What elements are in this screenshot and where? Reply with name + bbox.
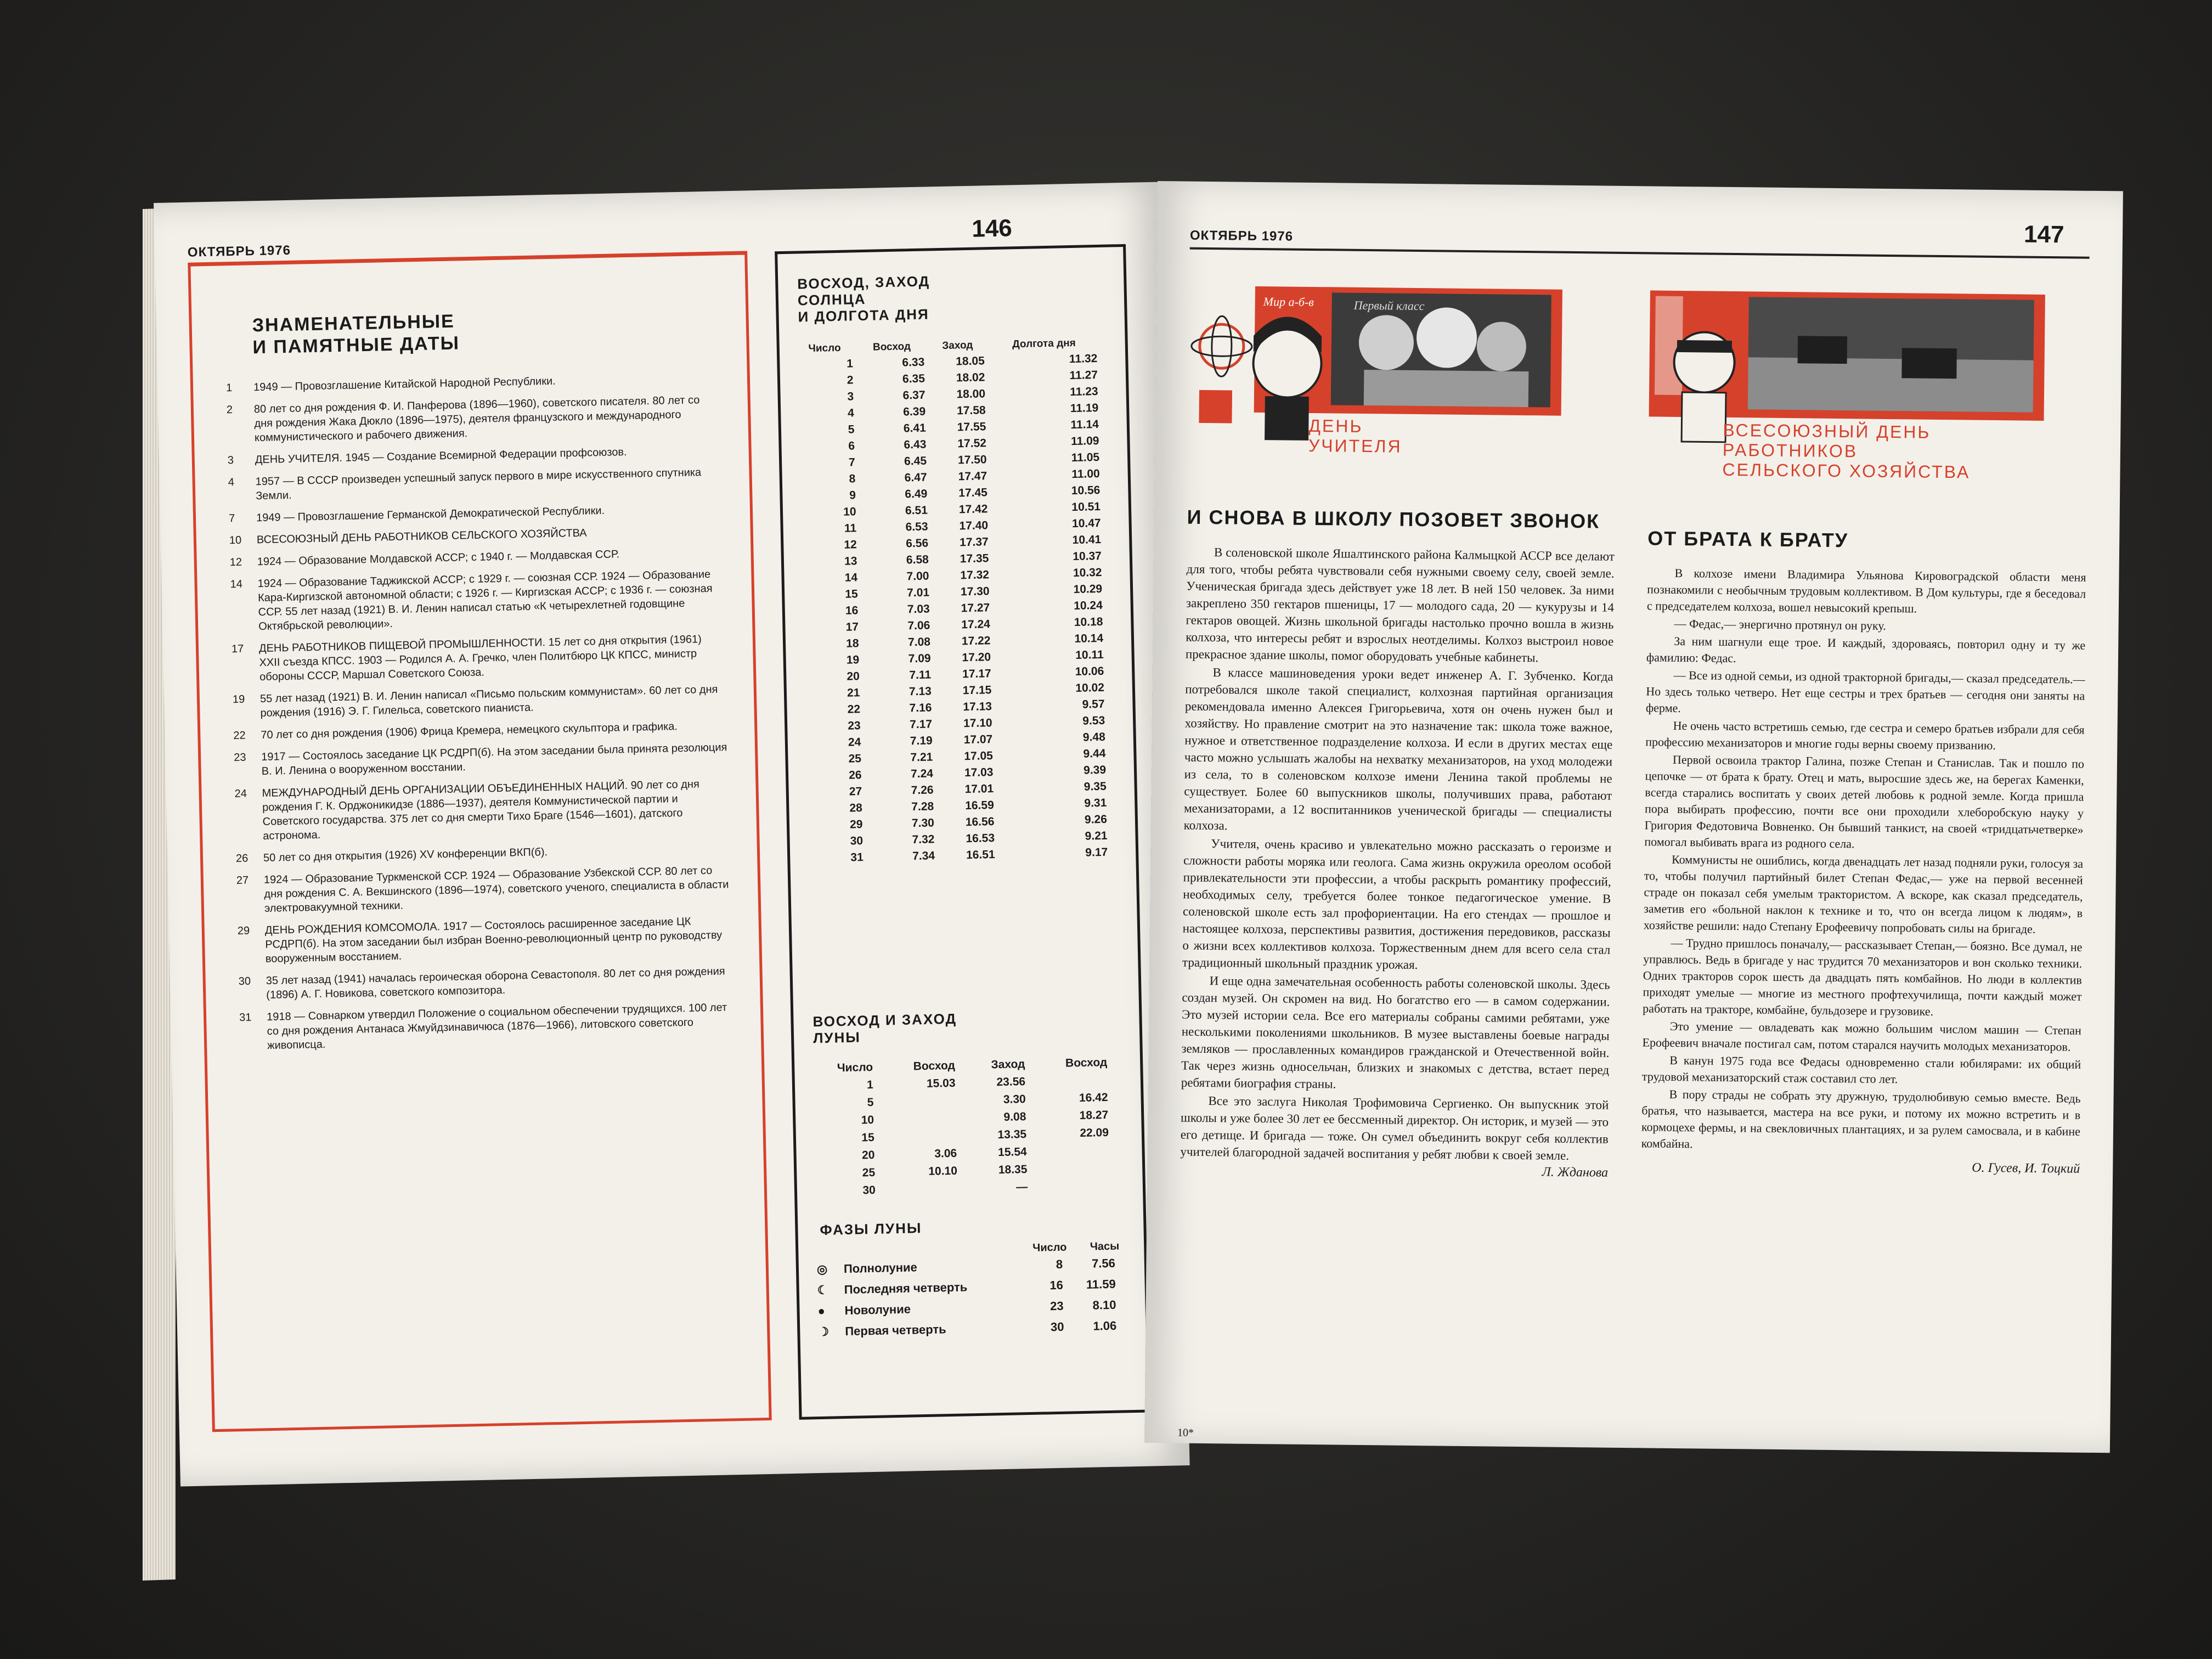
teachers-day-line2: УЧИТЕЛЯ — [1308, 435, 1402, 456]
sun-table-cell: 10.29 — [1073, 582, 1103, 596]
sun-table-cell: 1 — [846, 357, 854, 370]
sun-table-cell: 24 — [848, 736, 861, 749]
moon-phase-icon: ◎ — [816, 1262, 828, 1277]
sun-table-cell: 17.22 — [961, 634, 991, 648]
moon-table-cell: 5 — [867, 1096, 874, 1109]
sun-table-cell: 17.20 — [962, 651, 991, 664]
sun-table-cell: 17.50 — [957, 453, 987, 467]
moon-table-cell: 9.08 — [1003, 1110, 1026, 1124]
sun-table-cell: 17.40 — [959, 519, 989, 533]
sun-table-cell: 17.01 — [964, 782, 994, 796]
sun-table-cell: 2 — [847, 374, 854, 387]
event-day: 29 — [237, 924, 250, 938]
moon-table — [805, 1054, 1115, 1201]
sun-table-cell: 7.06 — [907, 619, 930, 633]
article-brothers-title: ОТ БРАТА К БРАТУ — [1647, 527, 1849, 552]
event-day: 4 — [228, 476, 235, 489]
sun-table-cell: 13 — [844, 555, 857, 568]
moon-title-line2: ЛУНЫ — [812, 1029, 861, 1047]
moon-table-cell: 15.03 — [926, 1076, 956, 1090]
sun-table-cell: 9 — [849, 489, 856, 502]
left-page-number: 146 — [971, 215, 1013, 242]
sun-table-cell: 17.42 — [958, 503, 988, 516]
sun-table-cell: 17.35 — [960, 552, 989, 566]
moon-phase-time: 1.06 — [1093, 1318, 1117, 1333]
event-day: 3 — [227, 454, 234, 467]
sun-table-cell: 11.05 — [1071, 450, 1100, 465]
moon-header-cell: Заход — [991, 1058, 1025, 1071]
sun-table-cell: 10.56 — [1071, 483, 1101, 498]
sun-table-cell: 10.51 — [1071, 500, 1101, 514]
moon-table-cell — [1033, 1177, 1115, 1196]
right-page-month: ОКТЯБРЬ 1976 — [1189, 228, 1294, 244]
article-paragraph: И еще одна замечательная особенность работы соленовской школы. Здесь создан музей. Он скромен на вид. Но богатство его — в самом содержании. Это музей истории села. Все его материалы собраны самими ребятами, уже несколькими поколениями школьников. В музее выставлены боевые награды земляков — прославленных командиров гражданской и Отечественной войн. Так через жизнь односельчан, близких и знакомых с детства, встает перед ребятами биография страны. — [1181, 974, 1610, 1091]
sun-table-cell: 9.17 — [1085, 845, 1108, 859]
page-footnote: 10* — [1177, 1426, 1194, 1439]
sun-table-cell: 17.47 — [958, 470, 988, 483]
event-day: 23 — [233, 751, 246, 764]
sun-table-cell: 6.49 — [905, 487, 928, 501]
event-item — [229, 545, 723, 569]
article-paragraph: Коммунисты не ошиблись, когда двенадцать лет назад подняли руки, голосуя за то, чтобы получил партийный билет Степан Федас,— уже на первой весенней страде он показал себя умелым трактористом. А вскоре, как сказал председатель, заметив его «больной наклон к технике и то, что он всегда лицом к людям», в хозяйстве решили: надо Степану Ерофеевичу попробовать силы на бригаде. — [1643, 852, 2084, 936]
moon-phase-icon: ☽ — [818, 1324, 830, 1339]
article-paragraph: В колхозе имени Владимира Ульянова Кировоградской области меня познакомили с необычным трудовым коллективом. В Дом культуры, где я беседовал с председателем колхоза, вошел невысокий крепыш. — [1646, 566, 2086, 616]
sun-table-cell: 11.32 — [1069, 352, 1098, 366]
sun-table-cell: 7.26 — [911, 783, 934, 797]
astronomy-box — [775, 244, 1150, 1420]
sun-table-cell: 10.02 — [1075, 681, 1105, 695]
sun-table-cell: 9.53 — [1082, 714, 1105, 727]
sun-table-cell: 17.52 — [957, 437, 987, 450]
event-item — [229, 523, 723, 548]
moon-phases-table — [812, 1240, 1121, 1343]
sun-table-cell: 6.53 — [905, 520, 928, 534]
article-brothers-signature: О. Гусев, И. Тоцкий — [1972, 1160, 2080, 1176]
moon-table-cell: 10.10 — [928, 1164, 958, 1178]
moon-table-cell: 1 — [866, 1078, 874, 1092]
event-day: 30 — [238, 975, 251, 988]
sun-table-cell: 18 — [845, 637, 859, 650]
sun-table-cell: 10.14 — [1074, 631, 1104, 646]
moon-table-cell — [879, 1127, 962, 1147]
sun-header-cell: Долгота дня — [1012, 337, 1076, 351]
sun-table-cell: 10.18 — [1074, 615, 1103, 629]
sun-table-cell: 14 — [844, 571, 858, 584]
sun-table-cell: 20 — [847, 670, 860, 683]
sun-table-cell: 6.33 — [902, 356, 925, 369]
sun-table-cell: 6.56 — [906, 537, 929, 550]
article-school-body — [1180, 544, 1615, 1165]
event-item — [232, 631, 726, 685]
moon-phase-day: 23 — [1049, 1299, 1064, 1313]
sun-table-cell: 16.56 — [965, 815, 995, 829]
sun-table-cell: 10.37 — [1073, 549, 1102, 563]
sun-table-cell: 6.51 — [905, 504, 928, 517]
teachers-day-line1: ДЕНЬ — [1308, 415, 1363, 436]
moon-table-cell — [1032, 1142, 1114, 1161]
moon-table-cell: 18.35 — [998, 1163, 1028, 1177]
sun-table-cell: 7.17 — [909, 718, 933, 731]
sun-table-cell: 7.00 — [906, 569, 929, 583]
sun-table-cell: 17.15 — [962, 684, 992, 697]
article-paragraph: За ним шагнули еще трое. И каждый, здороваясь, повторил одну и ту же фамилию: Федас. — [1646, 634, 2086, 665]
moon-header-cell: Число — [837, 1060, 873, 1075]
sun-table-cell: 11.23 — [1069, 385, 1098, 399]
sun-table-cell: 25 — [848, 752, 862, 765]
article-school-title: И СНОВА В ШКОЛУ ПОЗОВЕТ ЗВОНОК — [1187, 505, 1600, 533]
sun-table-cell: 18.00 — [956, 387, 986, 401]
sun-table-cell: 11.19 — [1070, 402, 1099, 415]
event-item — [230, 567, 725, 634]
event-text: 35 лет назад (1941) началась героическая оборона Севастополя. 80 лет со дня рождения (1896) А. Г. Новикова, советского композитора. — [266, 965, 725, 1002]
board-text-2: Первый класс — [1353, 298, 1425, 313]
event-item — [234, 776, 729, 844]
phase-header-time: Часы — [1090, 1240, 1120, 1253]
article-school-signature: Л. Жданова — [1542, 1165, 1609, 1180]
moon-table-cell: 16.42 — [1079, 1091, 1108, 1105]
article-paragraph: Первой освоила трактор Галина, позже Степан и Станислав. Так и пошло по цепочке — от брата к брату. Отец и мать, выросшие здесь же, на берегах Каменки, всегда старались воспитать у своих детей любовь к родной земле. Когда пришла пора выбирать профессию, почти все они проходили хлеборобскую науку у Григория Федотовича Вовненко. Он бывший танкист, на своей «тридцатьчетверке» помогал выбивать врага из родного села. — [1644, 752, 2085, 851]
sun-table-cell: 8 — [849, 472, 856, 486]
sun-table-cell: 7.03 — [907, 602, 930, 616]
sun-title — [797, 273, 931, 325]
sun-table-cell: 11.00 — [1071, 467, 1100, 481]
article-brothers — [1641, 526, 2086, 1176]
sun-table-cell: 17.07 — [963, 733, 993, 747]
sun-table-cell: 31 — [850, 851, 864, 864]
sun-table-cell: 9.57 — [1082, 697, 1105, 711]
event-text: 50 лет со дня открытия (1926) XV конференции ВКП(б). — [263, 846, 548, 865]
sun-table-cell: 9.48 — [1082, 730, 1106, 744]
sun-table-cell: 7.19 — [910, 734, 933, 748]
sun-table-cell: 17.17 — [962, 667, 991, 681]
event-day: 24 — [234, 787, 247, 800]
sun-table-cell: 7.01 — [906, 586, 930, 600]
event-text: 1917 — Состоялось заседание ЦК РСДРП(б). На этом заседании была принята резолюция В. И. Ленина о вооруженном восстании. — [261, 741, 727, 778]
sun-table-cell: 6.39 — [903, 405, 926, 419]
moon-table-cell: — — [1015, 1181, 1028, 1194]
event-item — [228, 465, 722, 504]
event-item — [238, 913, 732, 967]
memorable-dates-box — [188, 252, 771, 1432]
moon-phase-name: Первая четверть — [845, 1322, 946, 1339]
event-text: 80 лет со дня рождения Ф. И. Панферова (1896—1960), советского писателя. 80 лет со дня рождения Жака Дюкло (1896—1975), деятеля французского и международного коммунистического и рабочего движения. — [253, 394, 700, 444]
event-text: 1949 — Провозглашение Германской Демократической Республики. — [256, 504, 605, 524]
moon-table-cell: 3.06 — [934, 1147, 957, 1160]
sun-table-cell: 27 — [849, 785, 862, 798]
sun-header-cell: Заход — [942, 339, 973, 352]
sun-title-line3: И ДОЛГОТА ДНЯ — [798, 306, 929, 325]
memorable-dates-title-line1: ЗНАМЕНАТЕЛЬНЫЕ — [252, 311, 455, 336]
agriculture-day-line1: ВСЕСОЮЗНЫЙ ДЕНЬ — [1723, 420, 1931, 442]
sun-table-cell: 6.47 — [904, 471, 927, 484]
sun-table-cell: 17.45 — [958, 486, 988, 500]
moon-table-cell: 15 — [861, 1131, 875, 1144]
board-text-1: Мир а-б-в — [1263, 295, 1314, 309]
event-text: ВСЕСОЮЗНЫЙ ДЕНЬ РАБОТНИКОВ СЕЛЬСКОГО ХОЗЯЙСТВА — [256, 527, 587, 546]
sun-table-cell: 7.13 — [909, 685, 932, 698]
moon-phase-icon: ● — [817, 1304, 826, 1318]
event-day: 14 — [230, 578, 243, 591]
event-text: 1957 — В СССР произведен успешный запуск первого в мире искусственного спутника Земли. — [255, 466, 702, 503]
sun-table-cell: 7.08 — [907, 635, 931, 649]
moon-phases-title: ФАЗЫ ЛУНЫ — [820, 1220, 922, 1238]
moon-title — [812, 1011, 957, 1046]
phase-header-day: Число — [1032, 1241, 1067, 1254]
moon-table-cell — [879, 1110, 962, 1129]
event-text: ДЕНЬ УЧИТЕЛЯ. 1945 — Создание Всемирной Федерации профсоюзов. — [255, 446, 627, 466]
article-paragraph: В классе машиноведения уроки ведет инженер А. Г. Зубченко. Когда потребовался школе такой специалист, колхозная партийная организация рекомендовала именно Алексея Григорьевича, хотя он очень нужен был и хозяйству. Но правление смотрит на это назначение так: школа тоже важное, нужное и ответственное подразделение колхоза. И если в других местах еще часто можно услышать жалобы на нехватку механизаторов, на уход молодежи из села, то в соленовском колхозе имени Ленина такой проблемы не существует. Более 60 выпускников школы, получивших права, работают механизаторами, а 12 воспитанников ученической бригады — специалисты колхоза. — [1183, 665, 1613, 833]
event-day: 26 — [235, 852, 249, 865]
article-paragraph: — Все из одной семьи, из одной тракторной бригады,— сказал председатель.— Но здесь только четверо. Нет еще сестры и трех братьев — сегодня они заняты на ферме. — [1645, 668, 2085, 715]
event-item — [228, 443, 721, 467]
event-item — [233, 718, 727, 743]
sun-table-cell: 10.11 — [1075, 648, 1104, 662]
sun-table-cell: 5 — [848, 423, 855, 436]
moon-table-cell: 22.09 — [1080, 1126, 1109, 1140]
moon-phase-name: Новолуние — [844, 1302, 911, 1318]
event-day: 1 — [225, 382, 233, 394]
sun-table-cell: 9.31 — [1084, 796, 1107, 810]
sun-table-cell: 7.28 — [911, 800, 934, 814]
sun-title-line2: СОЛНЦА — [797, 290, 866, 309]
article-paragraph: В канун 1975 года все Федасы одновременно стали юбилярами: их общий трудовой механизаторский стаж составил сто лет. — [1641, 1053, 2081, 1086]
article-paragraph: Учителя, очень красиво и увлекательно можно рассказать о героизме и сложности работы моряка или геолога. Сама жизнь окружила ореолом особой привлекательности эти профессии, а чтобы раскрыть романтику профессий, необходимых селу, требуется более тонкое педагогическое умение. В соленовской школе есть зал профориентации. На его стендах — прошлое и настоящее колхоза, перспективы развития, достижения передовиков, рассказы о жизни всех коллективов колхоза. Торжественным днем для всего села стал традиционный школьный праздник урожая. — [1182, 837, 1612, 972]
article-paragraph: Это умение — овладевать как можно большим числом машин — Степан Ерофеевич вначале постигал сам, потом старался научить молодых механизаторов. — [1642, 1019, 2082, 1054]
sun-table-cell: 17.30 — [960, 585, 990, 599]
event-day: 17 — [231, 642, 244, 656]
left-page — [154, 182, 1190, 1486]
event-text: 55 лет назад (1921) В. И. Ленин написал «Письмо польским коммунистам». 60 лет со дня рождения (1916) Э. Г. Гилельса, советского пианиста. — [259, 683, 718, 720]
moon-table-cell: 23.56 — [996, 1075, 1026, 1089]
moon-phase-name: Полнолуние — [843, 1260, 918, 1276]
event-item — [226, 370, 720, 395]
moon-phase-time: 8.10 — [1092, 1297, 1116, 1312]
sun-table-cell: 6.43 — [904, 438, 927, 452]
moon-phase-day: 8 — [1056, 1257, 1063, 1271]
sun-table-cell: 17.37 — [959, 535, 989, 549]
right-header-rule — [1190, 247, 2090, 259]
left-page-month: ОКТЯБРЬ 1976 — [187, 242, 291, 260]
sun-table-cell: 7.21 — [910, 751, 933, 764]
sun-table-cell: 6.35 — [902, 372, 926, 386]
event-day: 2 — [226, 404, 233, 416]
sun-table-cell: 16.51 — [966, 848, 995, 862]
agriculture-day-banner — [1638, 279, 2057, 482]
sun-table-cell: 22 — [847, 703, 861, 716]
moon-phase-time: 7.56 — [1091, 1256, 1116, 1271]
right-page — [1144, 181, 2123, 1453]
sun-table-cell: 17.58 — [956, 404, 986, 417]
event-text: 1949 — Провозглашение Китайской Народной Республики. — [253, 375, 556, 394]
agriculture-day-line2: РАБОТНИКОВ — [1722, 439, 1858, 461]
sun-table-cell: 7.11 — [909, 668, 932, 682]
moon-table-cell: 20 — [861, 1148, 875, 1162]
sun-table-cell: 16.53 — [966, 832, 995, 845]
sun-table-cell: 10 — [843, 505, 856, 518]
moon-phase-day: 30 — [1050, 1319, 1064, 1334]
sun-table-cell: 6.45 — [904, 454, 927, 468]
event-text: 1924 — Образование Молдавской АССР; с 1940 г. — Молдавская ССР. — [257, 548, 620, 568]
event-day: 31 — [239, 1011, 252, 1024]
sun-table-cell: 17.55 — [957, 420, 986, 434]
sun-table-cell: 9.26 — [1084, 812, 1108, 826]
sun-table-cell: 7.30 — [911, 816, 935, 830]
event-item — [238, 964, 732, 1003]
sun-table-cell: 10.47 — [1071, 516, 1101, 531]
sun-table-cell: 23 — [848, 719, 861, 732]
sun-table-cell: 17.27 — [961, 601, 990, 615]
moon-table-cell: 30 — [862, 1183, 876, 1197]
teachers-day-banner — [1188, 275, 1585, 466]
moon-table-cell — [879, 1092, 961, 1111]
sun-table-cell: 17.05 — [964, 749, 994, 763]
sun-table-cell: 11.14 — [1070, 418, 1099, 432]
agriculture-day-heading — [1722, 420, 1971, 482]
sun-table-cell: 28 — [849, 802, 863, 815]
event-item — [233, 682, 727, 721]
event-text: 70 лет со дня рождения (1906) Фрица Кремера, немецкого скульптора и графика. — [261, 720, 678, 742]
article-paragraph: — Федас,— энергично протянул он руку. — [1674, 616, 1886, 633]
teachers-day-heading — [1308, 416, 1402, 456]
moon-table-cell: 18.27 — [1079, 1108, 1109, 1122]
sun-table-cell: 9.44 — [1083, 747, 1106, 760]
event-text: 1924 — Образование Таджикской АССР; с 1929 г. — союзная ССР. 1924 — Образование Кара-Киргизской автономной области; с 1926 г. — Киргизская АССР; с 1936 г. — союзная ССР. 55 лет назад (1921) В. И. Ленин написал статью «К четырехлетней годовщине Октябрьской революции». — [257, 568, 713, 633]
sun-table-cell: 21 — [847, 686, 860, 699]
sun-table-cell: 11.09 — [1070, 435, 1099, 448]
sun-table-cell: 4 — [847, 407, 855, 420]
sun-header-cell: Восход — [872, 341, 911, 353]
event-text: ДЕНЬ РАБОТНИКОВ ПИЩЕВОЙ ПРОМЫШЛЕННОСТИ. 15 лет со дня открытия (1961) XXII съезда КПСС. 1903 — Родился А. А. Гречко, член Политбюро ЦК КПСС, министр обороны СССР, Маршал Советского Союза. — [258, 633, 702, 684]
moon-table-cell: 3.30 — [1003, 1093, 1026, 1106]
sun-table-cell: 17.13 — [963, 700, 992, 714]
event-item — [239, 1000, 733, 1053]
event-item — [236, 863, 731, 916]
moon-header-cell: Восход — [1065, 1056, 1108, 1070]
sun-table-cell: 7.16 — [909, 701, 932, 715]
memorable-dates-title — [252, 310, 460, 358]
sun-table-cell: 6.37 — [902, 388, 926, 402]
sun-table-cell: 17.03 — [964, 766, 994, 780]
moon-phase-name: Последняя четверть — [844, 1280, 968, 1297]
sun-table-cell: 18.05 — [955, 354, 985, 368]
sun-table-cell: 7.09 — [908, 652, 931, 665]
sun-table-cell: 9.21 — [1085, 829, 1108, 843]
event-text: 1924 — Образование Туркменской ССР. 1924 — Образование Узбекской ССР. 80 лет со дня рождения С. А. Векшинского (1896—1974), советского ученого, специалиста в области электровакуумной техники. — [263, 864, 729, 915]
event-item — [236, 841, 730, 866]
sun-table-cell: 6.41 — [903, 421, 926, 435]
moon-title-line1: ВОСХОД И ЗАХОД — [812, 1010, 957, 1030]
moon-phase-day: 16 — [1049, 1278, 1064, 1293]
sun-table-cell: 17.24 — [961, 618, 991, 631]
sun-table-cell: 12 — [844, 538, 857, 551]
sun-table-cell: 29 — [849, 818, 863, 831]
sun-table-cell: 11.27 — [1069, 369, 1098, 382]
sun-table-cell: 30 — [850, 834, 864, 848]
moon-table-cell — [881, 1180, 963, 1199]
event-day: 27 — [236, 874, 249, 887]
moon-table-cell: 25 — [862, 1166, 876, 1180]
sun-table-cell: 11 — [844, 522, 857, 535]
article-brothers-body — [1641, 565, 2086, 1156]
sun-title-line1: ВОСХОД, ЗАХОД — [797, 273, 930, 292]
article-school — [1180, 505, 1615, 1181]
sun-table-cell: 10.41 — [1072, 533, 1102, 547]
sun-table-cell: 9.35 — [1084, 780, 1107, 793]
agriculture-day-line3: СЕЛЬСКОГО ХОЗЯЙСТВА — [1722, 459, 1971, 482]
article-paragraph: В пору страды не собрать эту дружную, трудолюбивую семью вместе. Ведь братья, что называется, мастера на все руки, и потому их можно встретить и в кормоцехе фермы, и на свекловичных плантациях, и за рулем самосвала, и в кабине комбайна. — [1641, 1087, 2081, 1151]
sun-table — [793, 335, 1111, 867]
event-text: 1918 — Совнарком утвердил Положение о социальном обеспечении трудящихся. 100 лет со дня рождения Антанаса Жмуйдзинавичюса (1876—1966), литовского советского живописца. — [266, 1001, 727, 1052]
article-paragraph: Все это заслуга Николая Трофимовича Сергиенко. Он выпускник этой школы и уже более 30 лет ее бессменный директор. Он историк, и музей — это его детище. И бригада — тоже. Он сумел объединить вокруг себя коллектив учителей благородной задачей воспитания у ребят любви к своей земле. — [1180, 1094, 1609, 1163]
sun-table-cell: 18.02 — [956, 371, 985, 385]
sun-table-cell: 6 — [848, 439, 855, 453]
moon-table-cell: 15.54 — [997, 1146, 1027, 1159]
sun-table-cell: 7.24 — [910, 767, 934, 781]
sun-table-cell: 19 — [846, 653, 860, 667]
sun-table-cell: 16.59 — [964, 799, 994, 812]
sun-table-cell: 9.39 — [1083, 763, 1107, 777]
sun-table-cell: 16 — [845, 604, 859, 617]
moon-phase-icon: ☾ — [817, 1283, 828, 1297]
sun-table-cell: 6.58 — [906, 553, 929, 567]
events-list — [226, 370, 734, 1061]
moon-table-cell — [1031, 1071, 1113, 1091]
open-book — [82, 165, 2107, 1525]
right-page-number: 147 — [2023, 221, 2064, 249]
sun-table-cell: 15 — [845, 588, 858, 601]
sun-header-cell: Число — [808, 342, 841, 355]
event-text: МЕЖДУНАРОДНЫЙ ДЕНЬ ОРГАНИЗАЦИИ ОБЪЕДИНЕННЫХ НАЦИЙ. 90 лет со дня рождения Г. К. Орджоникидзе (1886—1937), деятеля Коммунистической партии и Советского государства. 375 лет со дня смерти Тихо Браге (1546—1601), датского астронома. — [262, 778, 700, 843]
moon-table-cell: 13.35 — [997, 1128, 1027, 1142]
event-item — [229, 501, 723, 526]
event-day: 22 — [233, 729, 246, 742]
memorable-dates-title-line2: И ПАМЯТНЫЕ ДАТЫ — [252, 332, 460, 358]
article-paragraph: Не очень часто встретишь семью, где сестра и семеро братьев избрали для себя профессию механизаторов и многие годы верны своему призванию. — [1645, 718, 2085, 753]
sun-table-cell: 7.32 — [912, 833, 935, 847]
moon-header-cell: Восход — [913, 1059, 956, 1073]
sun-table-cell: 7 — [848, 456, 855, 469]
sun-table-cell: 10.32 — [1073, 566, 1102, 580]
sun-table-cell: 17.10 — [963, 716, 992, 730]
sun-table-cell: 10.06 — [1075, 664, 1104, 679]
sun-table-cell: 17.32 — [960, 568, 990, 582]
event-item — [234, 740, 728, 779]
moon-phase-time: 11.59 — [1086, 1277, 1116, 1291]
event-day: 10 — [229, 534, 242, 547]
event-day: 12 — [229, 556, 242, 569]
article-paragraph: В соленовской школе Яшалтинского района Калмыцкой АССР все делают для того, чтобы ребята чувствовали себя нужными своему селу, своей земле. Ученическая бригада здесь действует уже 18 лет. В ней 150 человек. За ними закреплено 350 гектаров пшеницы, 17 — молодого сада, 20 — кукурузы и 14 гектаров овощей. Жизнь школьной бригады настолько прочно вошла в жизнь колхоза, что интересы ребят и взрослых неотделимы. Колхоз выстроил новое прекрасное здание школы, помог оборудовать учебные кабинеты. — [1185, 545, 1615, 665]
event-day: 7 — [228, 512, 235, 525]
event-day: 19 — [232, 693, 245, 706]
sun-table-cell: 17 — [845, 620, 859, 634]
sun-table-cell: 7.34 — [912, 849, 935, 863]
sun-table-cell: 10.24 — [1073, 599, 1103, 613]
moon-table-cell: 10 — [861, 1113, 874, 1127]
sun-table-cell: 26 — [848, 769, 862, 782]
event-text: ДЕНЬ РОЖДЕНИЯ КОМСОМОЛА. 1917 — Состоялось расширенное заседание ЦК РСДРП(б). На этом заседании был избран Военно-революционный центр по руководству вооруженным восстанием. — [264, 915, 723, 966]
article-paragraph: — Трудно пришлось поначалу,— рассказывает Степан,— боязно. Все думал, не управлюсь. Ведь в бригаде у нас трудится 70 механизаторов и вон сколько техники. Одних тракторов сорок шесть да двадцать пять комбайнов. Но люди в коллектив приходят умелые — многие из местного профтехучилища, почти каждый может работать на тракторе, комбайне, бульдозере и грузовике. — [1643, 935, 2083, 1018]
moon-table-cell — [1032, 1159, 1115, 1178]
event-item — [227, 392, 721, 445]
sun-table-cell: 3 — [847, 390, 854, 403]
